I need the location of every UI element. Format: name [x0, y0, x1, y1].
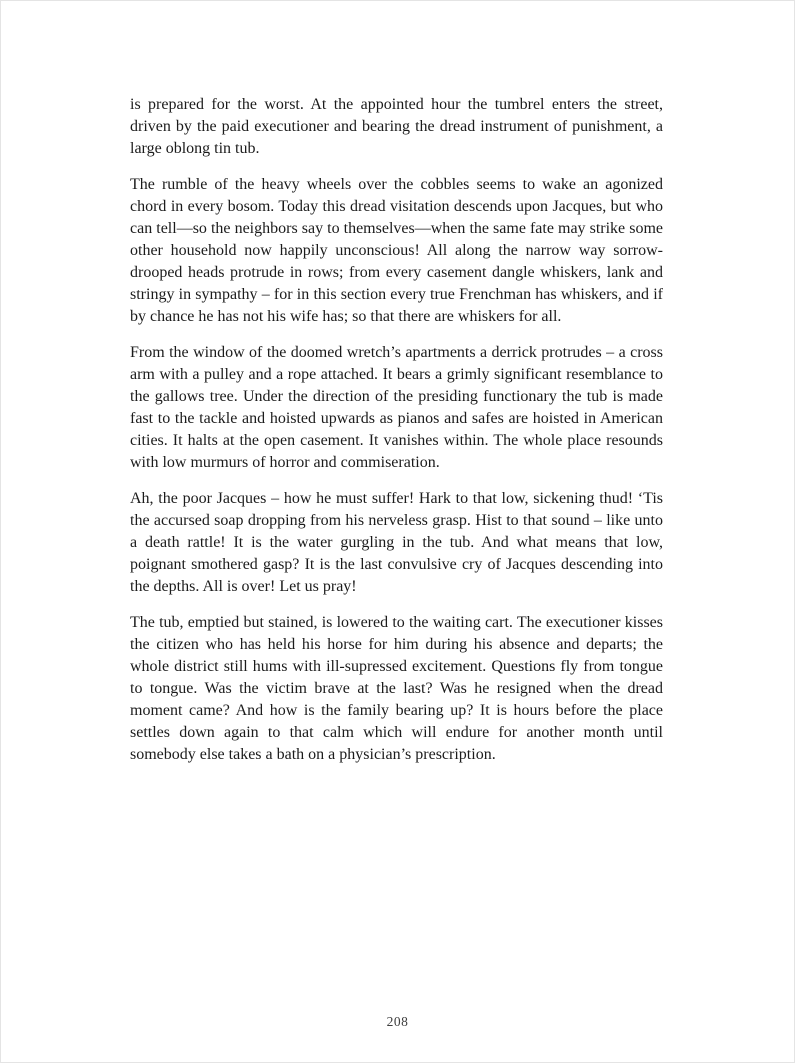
paragraph-1: is prepared for the worst. At the appointed hour the tumbrel enters the street, driven by the paid executioner and bearing the dread instrument of punishment, a large oblong tin tub.: [130, 96, 663, 157]
paragraph-2: The rumble of the heavy wheels over the cobbles seems to wake an agonized chord in every bosom. Today this dread visitation descends upon Jacques, but who can tell—so the neighbors say to themselves—when the same fate may strike some other household now happily unconscious! All along the narrow way sorrow-drooped heads protrude in rows; from every casement dangle whiskers, lank and stringy in sympathy – for in this section every true Frenchman has whiskers, and if by chance he has not his wife has; so that there are whiskers for all.: [130, 176, 663, 325]
paragraph-3: From the window of the doomed wretch’s apartments a derrick protrudes – a cross arm with a pulley and a rope attached. It bears a grimly significant resemblance to the gallows tree. Under the direction of the presiding functionary the tub is made fast to the tackle and hoisted upwards as pianos and safes are hoisted in American cities. It halts at the open casement. It vanishes within. The whole place resounds with low murmurs of horror and commiseration.: [130, 344, 663, 471]
body-text: [130, 94, 663, 780]
paragraph-5: The tub, emptied but stained, is lowered to the waiting cart. The executioner kisses the citizen who has held his horse for him during his absence and departs; the whole district still hums with ill-supressed excitement. Questions fly from tongue to tongue. Was the victim brave at the last? Was he resigned when the dread moment came? And how is the family bearing up? It is hours before the place settles down again to that calm which will endure for another month until somebody else takes a bath on a physician’s prescription.: [130, 614, 663, 763]
page-number: 208: [386, 1014, 409, 1029]
paragraph-4: Ah, the poor Jacques – how he must suffer! Hark to that low, sickening thud! ‘Tis the accursed soap dropping from his nerveless grasp. Hist to that sound – like unto a death rattle! It is the water gurgling in the tub. And what means that low, poignant smothered gasp? It is the last convulsive cry of Jacques descending into the depths. All is over! Let us pray!: [130, 490, 663, 595]
